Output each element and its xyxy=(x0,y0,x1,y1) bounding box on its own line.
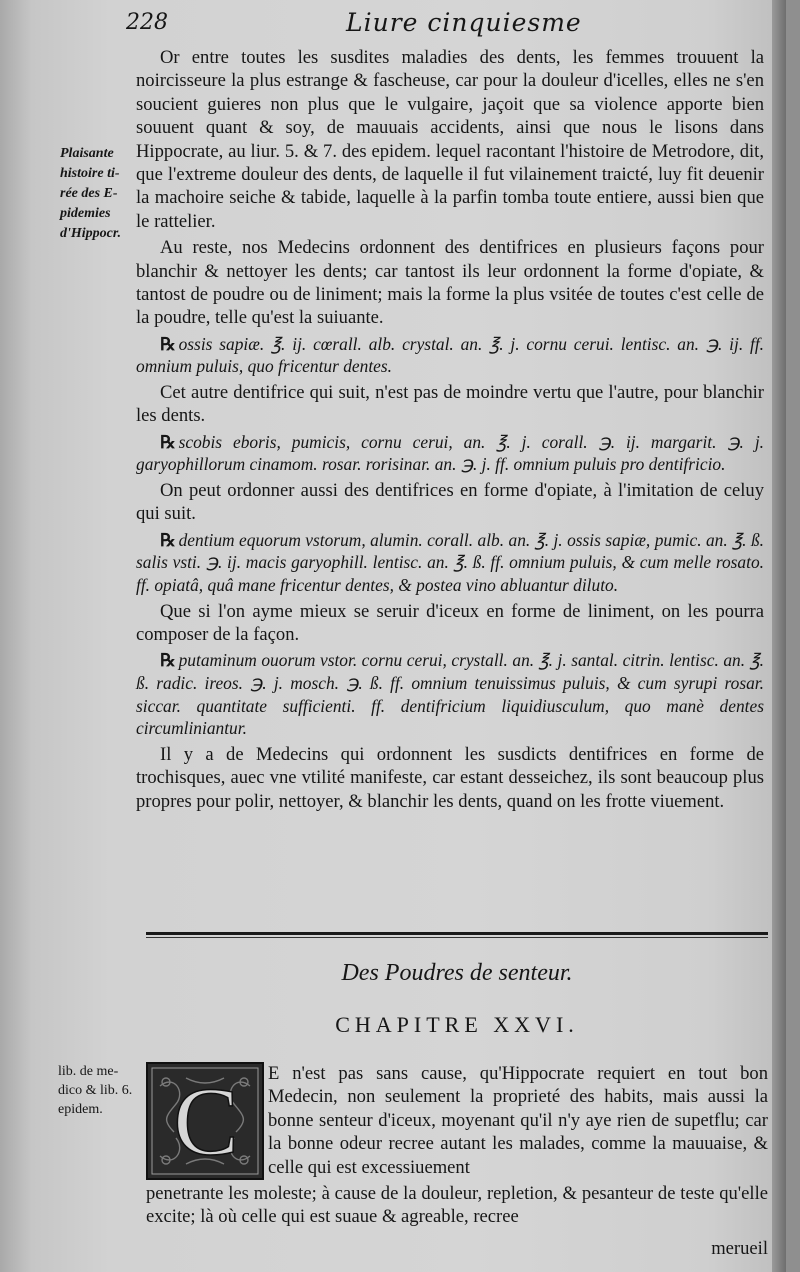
divider-thick-line xyxy=(146,932,768,935)
page-edge-shadow xyxy=(772,0,786,1272)
margin-note-reference: lib. de me-dico & lib. 6. epidem. xyxy=(58,1064,133,1117)
paragraph: Cet autre dentifrice qui suit, n'est pas de moindre vertu que l'autre, pour blanchir les dents. xyxy=(136,382,764,427)
recipe-symbol: ℞ xyxy=(160,529,176,550)
prescription xyxy=(136,649,764,739)
ornament-icon xyxy=(146,1062,264,1180)
page-number: 228 xyxy=(126,10,168,35)
recipe-symbol: ℞ xyxy=(160,431,176,452)
catchword: merueil xyxy=(711,1238,768,1259)
section-title: Des Poudres de senteur. xyxy=(341,960,573,986)
prescription-text: scobis eboris, pumicis, cornu cerui, an. ℥. j. corall. ℈. ij. margarit. ℈. j. garyophillorum cinamom. rosar. rorisinar. an. ℈. j. ff. omnium puluis pro dentifricio. xyxy=(136,431,764,475)
margin-note-hippocrates: Plaisante histoire ti-rée des E-pidemies d'Hippocr. xyxy=(60,146,122,241)
divider-thin-line xyxy=(146,937,768,938)
paragraph: Que si l'on ayme mieux se seruir d'iceux en forme de liniment, on les pourra composer de la façon. xyxy=(136,600,764,646)
main-text xyxy=(136,46,764,816)
prescription xyxy=(136,431,764,476)
chapter-heading: CHAPITRE XXVI. xyxy=(335,1012,579,1037)
section-divider xyxy=(146,932,768,939)
decorated-initial xyxy=(146,1062,264,1180)
chapter-continued-text: penetrante les moleste; à cause de la douleur, repletion, & pesanteur de teste qu'elle excite; là où celle qui est suaue & agreable, recree xyxy=(146,1183,768,1228)
paragraph: Il y a de Medecins qui ordonnent les susdicts dentifrices en forme de trochisques, auec vne vtilité manifeste, car estant desseichez, ils sont beaucoup plus propres pour polir, nettoyer, & blanchir les dents, quand on les frotte viuement. xyxy=(136,743,764,812)
recipe-symbol: ℞ xyxy=(160,333,176,354)
paragraph: Or entre toutes les susdites maladies des dents, les femmes trouuent la noircisseure la plus estrange & fascheuse, car pour la douleur d'icelles, elles ne s'en soucient guieres non plus que le vulgaire, jaçoit que sa violence apporte bien souuent quant & soy, de mauuais accidents, ainsi que nous le lisons dans Hippocrate, au liur. 5. & 7. des epidem. lequel racontant l'histoire de Metrodore, dit, que l'extreme douleur des dents, de laquelle il fut vilainement traicté, luy fit deuenir la machoire seiche & tabide, laquelle à la parfin tomba toute entiere, aussi bien que le rattelier. xyxy=(136,47,764,232)
prescription xyxy=(136,333,764,378)
dropcap-letter: C xyxy=(173,1068,239,1176)
paragraph: Au reste, nos Medecins ordonnent des dentifrices en plusieurs façons pour blanchir & nettoyer les dents; car tantost ils leur ordonnent la forme d'opiate, & tantost de poudre ou de liniment; mais la forme la plus vsitée de toutes c'est celle de la poudre, telle qu'est la suiuante. xyxy=(136,237,764,329)
prescription-text: dentium equorum vstorum, alumin. corall. alb. an. ℥. j. ossis sapiæ, pumic. an. ℥. ß. salis vsti. ℈. ij. macis garyophill. lentisc. an. ℥. ß. ff. omnium puluis, & cum melle rosato. ff. opiatâ, quâ mane fricentur dentes, & postea vino abluantur diluto. xyxy=(136,529,764,596)
chapter-opening-text: E n'est pas sans cause, qu'Hippocrate requiert en tout bon Medecin, non seulement la proprieté des habits, mais aussi la bonne senteur d'iceux, moyenant qu'il n'y aye rien de supetflu; car la bonne odeur recree autant les malades, comme la mauuaise, & celle qui est excessiuement xyxy=(268,1063,768,1178)
recipe-symbol: ℞ xyxy=(160,650,176,671)
paragraph: On peut ordonner aussi des dentifrices en forme d'opiate, à l'imitation de celuy qui suit. xyxy=(136,480,764,525)
page-header xyxy=(126,8,766,42)
prescription xyxy=(136,529,764,597)
prescription-text: putaminum ouorum vstor. cornu cerui, crystall. an. ℥. j. santal. citrin. lentisc. an. ℥. ß. radic. ireos. ℈. j. mosch. ℈. ß. ff. omnium tenuissimus puluis, & cum syrupi rosar. siccar. quantitate sufficienti. ff. dentifricium liquidiusculum, quo manè dentes circumliniantur. xyxy=(136,650,764,739)
prescription-text: ossis sapiæ. ℥. ij. cœrall. alb. crystal. an. ℥. j. cornu cerui. lentisc. an. ℈. ij. ff. omnium puluis, quo fricentur dentes. xyxy=(136,333,764,377)
running-title: Liure cinquiesme xyxy=(346,8,582,37)
